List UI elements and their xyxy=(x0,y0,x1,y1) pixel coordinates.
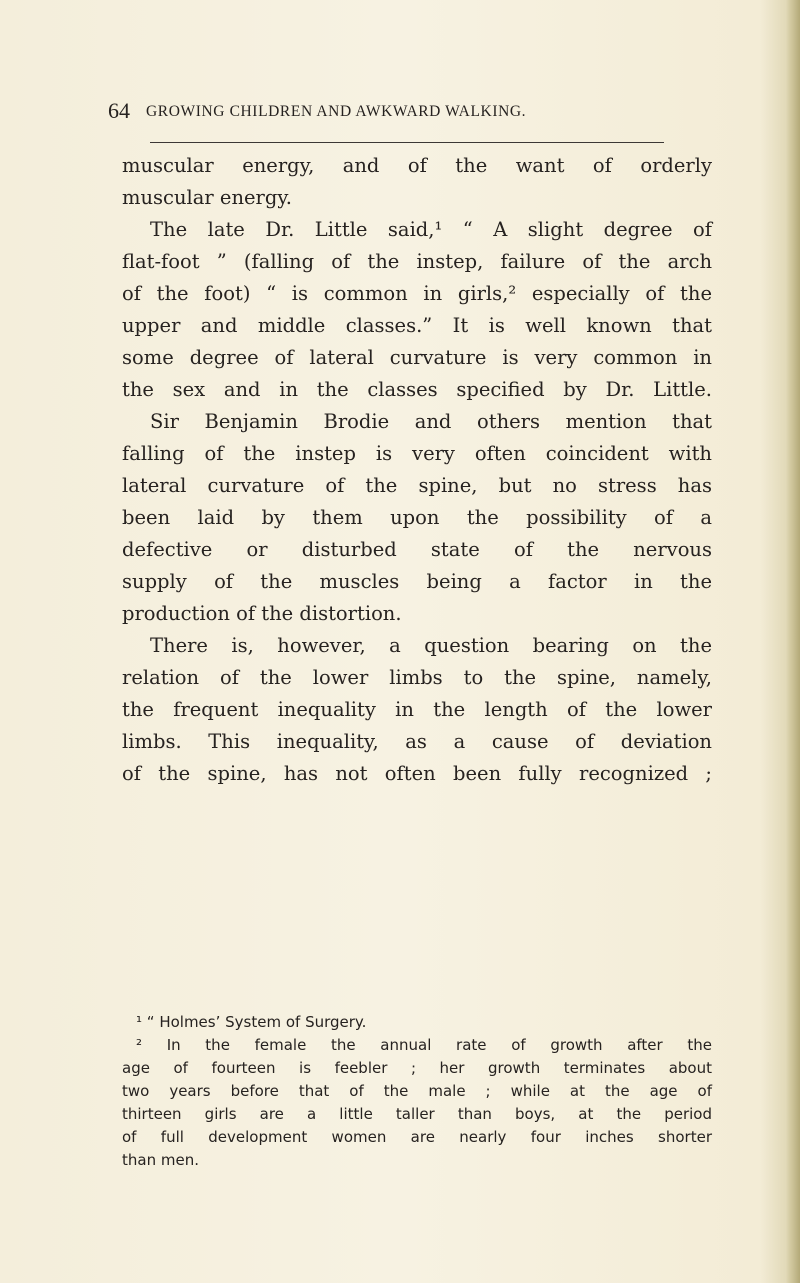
body-line: production of the distortion. xyxy=(122,602,402,625)
body-line: There is, however, a question bearing on the xyxy=(150,634,712,657)
footnote-line: ¹ “ Holmes’ System of Surgery. xyxy=(136,1013,367,1031)
body-line: defective or disturbed state of the nervous xyxy=(122,538,712,561)
body-line: the frequent inequality in the length of the lower xyxy=(122,698,712,721)
body-line: supply of the muscles being a factor in the xyxy=(122,570,712,593)
body-line: muscular energy, and of the want of orderly xyxy=(122,154,712,177)
body-line: of the spine, has not often been fully recognized ; xyxy=(122,762,712,785)
body-line: upper and middle classes.” It is well known that xyxy=(122,314,712,337)
footnote-line: of full development women are nearly four inches shorter xyxy=(122,1128,712,1146)
footnotes xyxy=(122,1011,712,1172)
body-line: flat-foot ” (falling of the instep, failure of the arch xyxy=(122,250,712,273)
footnote-line: than men. xyxy=(122,1151,199,1169)
body-line: falling of the instep is very often coincident with xyxy=(122,442,712,465)
body-line: lateral curvature of the spine, but no stress has xyxy=(122,474,712,497)
body-line: The late Dr. Little said,¹ “ A slight degree of xyxy=(150,218,712,241)
body-text xyxy=(122,150,712,790)
running-title: GROWING CHILDREN AND AWKWARD WALKING. xyxy=(146,103,527,120)
page-edge-shadow xyxy=(786,0,800,1283)
body-line: limbs. This inequality, as a cause of deviation xyxy=(122,730,712,753)
body-line: muscular energy. xyxy=(122,186,292,209)
footnote-line: two years before that of the male ; while at the age of xyxy=(122,1082,712,1100)
body-line: Sir Benjamin Brodie and others mention that xyxy=(150,410,712,433)
body-line: the sex and in the classes specified by Dr. Little. xyxy=(122,378,712,401)
header-rule xyxy=(150,142,664,143)
page-number: 64 xyxy=(108,98,130,123)
footnote-line: thirteen girls are a little taller than boys, at the period xyxy=(122,1105,712,1123)
body-line: some degree of lateral curvature is very common in xyxy=(122,346,712,369)
body-line: relation of the lower limbs to the spine, namely, xyxy=(122,666,712,689)
body-line: been laid by them upon the possibility of a xyxy=(122,506,712,529)
footnote-line: age of fourteen is feebler ; her growth terminates about xyxy=(122,1059,712,1077)
footnote-line: ² In the female the annual rate of growth after the xyxy=(136,1036,712,1054)
page-header xyxy=(108,98,708,128)
body-line: of the foot) “ is common in girls,² especially of the xyxy=(122,282,712,305)
